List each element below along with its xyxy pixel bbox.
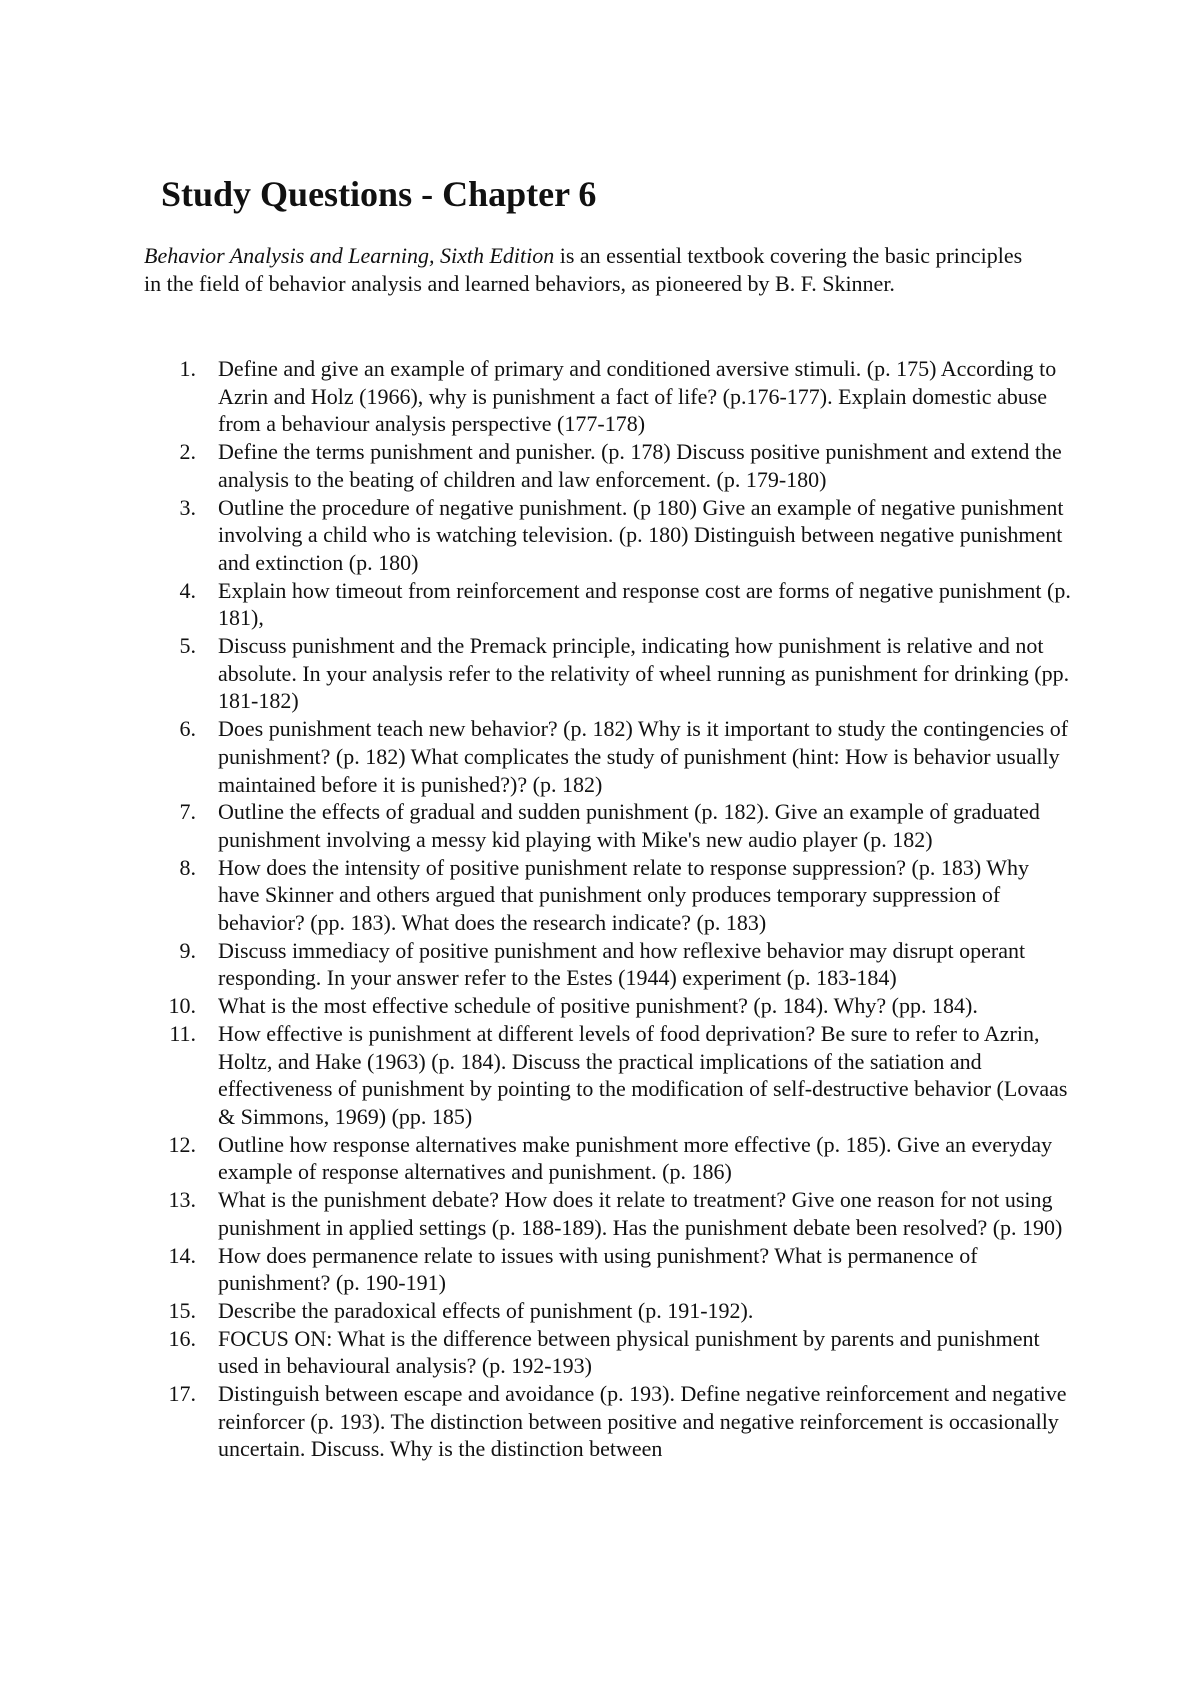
- question-number: 8.: [179, 854, 196, 880]
- question-number: 12.: [168, 1131, 196, 1157]
- question-text: Describe the paradoxical effects of punishment (p. 191-192).: [218, 1297, 754, 1323]
- question-text: Discuss punishment and the Premack principle, indicating how punishment is relative and not absolute. In your analysis refer to the relativity of wheel running as punishment for drinking (pp. 181-182): [218, 633, 1070, 714]
- question-item: [144, 798, 1074, 853]
- question-text: Does punishment teach new behavior? (p. 182) Why is it important to study the contingencies of punishment? (p. 182) What complicates the study of punishment (hint: How is behavior usually maintained before it is punished?)? (p. 182): [218, 716, 1069, 797]
- question-item: [144, 438, 1074, 493]
- intro-paragraph: [144, 242, 1044, 297]
- question-number: 13.: [168, 1187, 196, 1213]
- question-item: [144, 715, 1074, 798]
- question-text: What is the punishment debate? How does it relate to treatment? Give one reason for not using punishment in applied settings (p. 188-189). Has the punishment debate been resolved? (p. 190): [218, 1187, 1063, 1240]
- question-text: Discuss immediacy of positive punishment and how reflexive behavior may disrupt operant responding. In your answer refer to the Estes (1944) experiment (p. 183-184): [218, 937, 1026, 991]
- question-number: 17.: [168, 1381, 196, 1407]
- question-text: Define and give an example of primary and conditioned aversive stimuli. (p. 175) According to Azrin and Holz (1966), why is punishment a fact of life? (p.176-177). Explain domestic abuse from a behaviour analysis perspective (177-178): [218, 356, 1057, 437]
- book-title: Behavior Analysis and Learning, Sixth Edition: [144, 243, 555, 268]
- question-list: [144, 355, 1074, 1463]
- question-number: 9.: [179, 937, 196, 963]
- question-text: Outline the effects of gradual and sudden punishment (p. 182). Give an example of graduated punishment involving a messy kid playing with Mike's new audio player (p. 182): [218, 799, 1040, 852]
- question-item: [144, 494, 1074, 577]
- question-item: [144, 1242, 1074, 1297]
- intro-text: is an essential textbook covering the basic principles in the field of behavior analysis and learned behaviors, as pioneered by B. F. Skinner.: [144, 243, 1023, 296]
- question-number: 7.: [179, 799, 196, 825]
- question-number: 2.: [179, 439, 196, 465]
- question-item: [144, 577, 1074, 632]
- question-text: Distinguish between escape and avoidance (p. 193). Define negative reinforcement and negative reinforcer (p. 193). The distinction between positive and negative reinforcement is occasionally uncertain. Discuss. Why is the distinction between: [218, 1381, 1067, 1462]
- question-text: Outline the procedure of negative punishment. (p 180) Give an example of negative punishment involving a child who is watching television. (p. 180) Distinguish between negative punishment and extinction (p. 180): [218, 494, 1064, 575]
- question-number: 4.: [179, 577, 196, 603]
- question-text: What is the most effective schedule of positive punishment? (p. 184). Why? (pp. 184).: [218, 993, 978, 1019]
- question-item: [144, 937, 1074, 992]
- question-item: [144, 1020, 1074, 1131]
- question-number: 16.: [168, 1325, 196, 1351]
- question-number: 1.: [179, 356, 196, 381]
- question-number: 6.: [179, 716, 196, 742]
- question-item: [144, 355, 1074, 438]
- page-title: Study Questions - Chapter 6: [161, 174, 597, 214]
- question-item: [144, 1380, 1074, 1463]
- question-item: [144, 992, 1074, 1020]
- question-number: 10.: [168, 993, 196, 1019]
- question-text: FOCUS ON: What is the difference between physical punishment by parents and punishment used in behavioural analysis? (p. 192-193): [218, 1325, 1040, 1379]
- question-text: How does the intensity of positive punishment relate to response suppression? (p. 183) Why have Skinner and others argued that punishment only produces temporary suppression of behavior? (pp. 183). What does the research indicate? (p. 183): [218, 854, 1030, 936]
- question-item: [144, 1325, 1074, 1380]
- question-text: How effective is punishment at different levels of food deprivation? Be sure to refer to Azrin, Holtz, and Hake (1963) (p. 184). Discuss the practical implications of the satiation and effectiveness of punishment by pointing to the modification of self-destructive behavior (Lovaas & Simmons, 1969) (pp. 185): [218, 1020, 1068, 1129]
- question-number: 11.: [169, 1020, 196, 1046]
- question-number: 15.: [168, 1297, 196, 1323]
- question-text: Explain how timeout from reinforcement and response cost are forms of negative punishment (p. 181),: [218, 577, 1071, 631]
- question-item: [144, 854, 1074, 937]
- question-text: Define the terms punishment and punisher. (p. 178) Discuss positive punishment and extend the analysis to the beating of children and law enforcement. (p. 179-180): [218, 439, 1062, 492]
- question-item: [144, 1131, 1074, 1186]
- question-item: [144, 1186, 1074, 1241]
- question-number: 5.: [179, 633, 196, 659]
- question-item: [144, 632, 1074, 715]
- question-number: 14.: [168, 1242, 196, 1268]
- question-text: How does permanence relate to issues with using punishment? What is permanence of punishment? (p. 190-191): [218, 1242, 978, 1296]
- question-item: [144, 1297, 1074, 1325]
- question-text: Outline how response alternatives make punishment more effective (p. 185). Give an everyday example of response alternatives and punishment. (p. 186): [218, 1131, 1053, 1185]
- question-number: 3.: [179, 494, 196, 520]
